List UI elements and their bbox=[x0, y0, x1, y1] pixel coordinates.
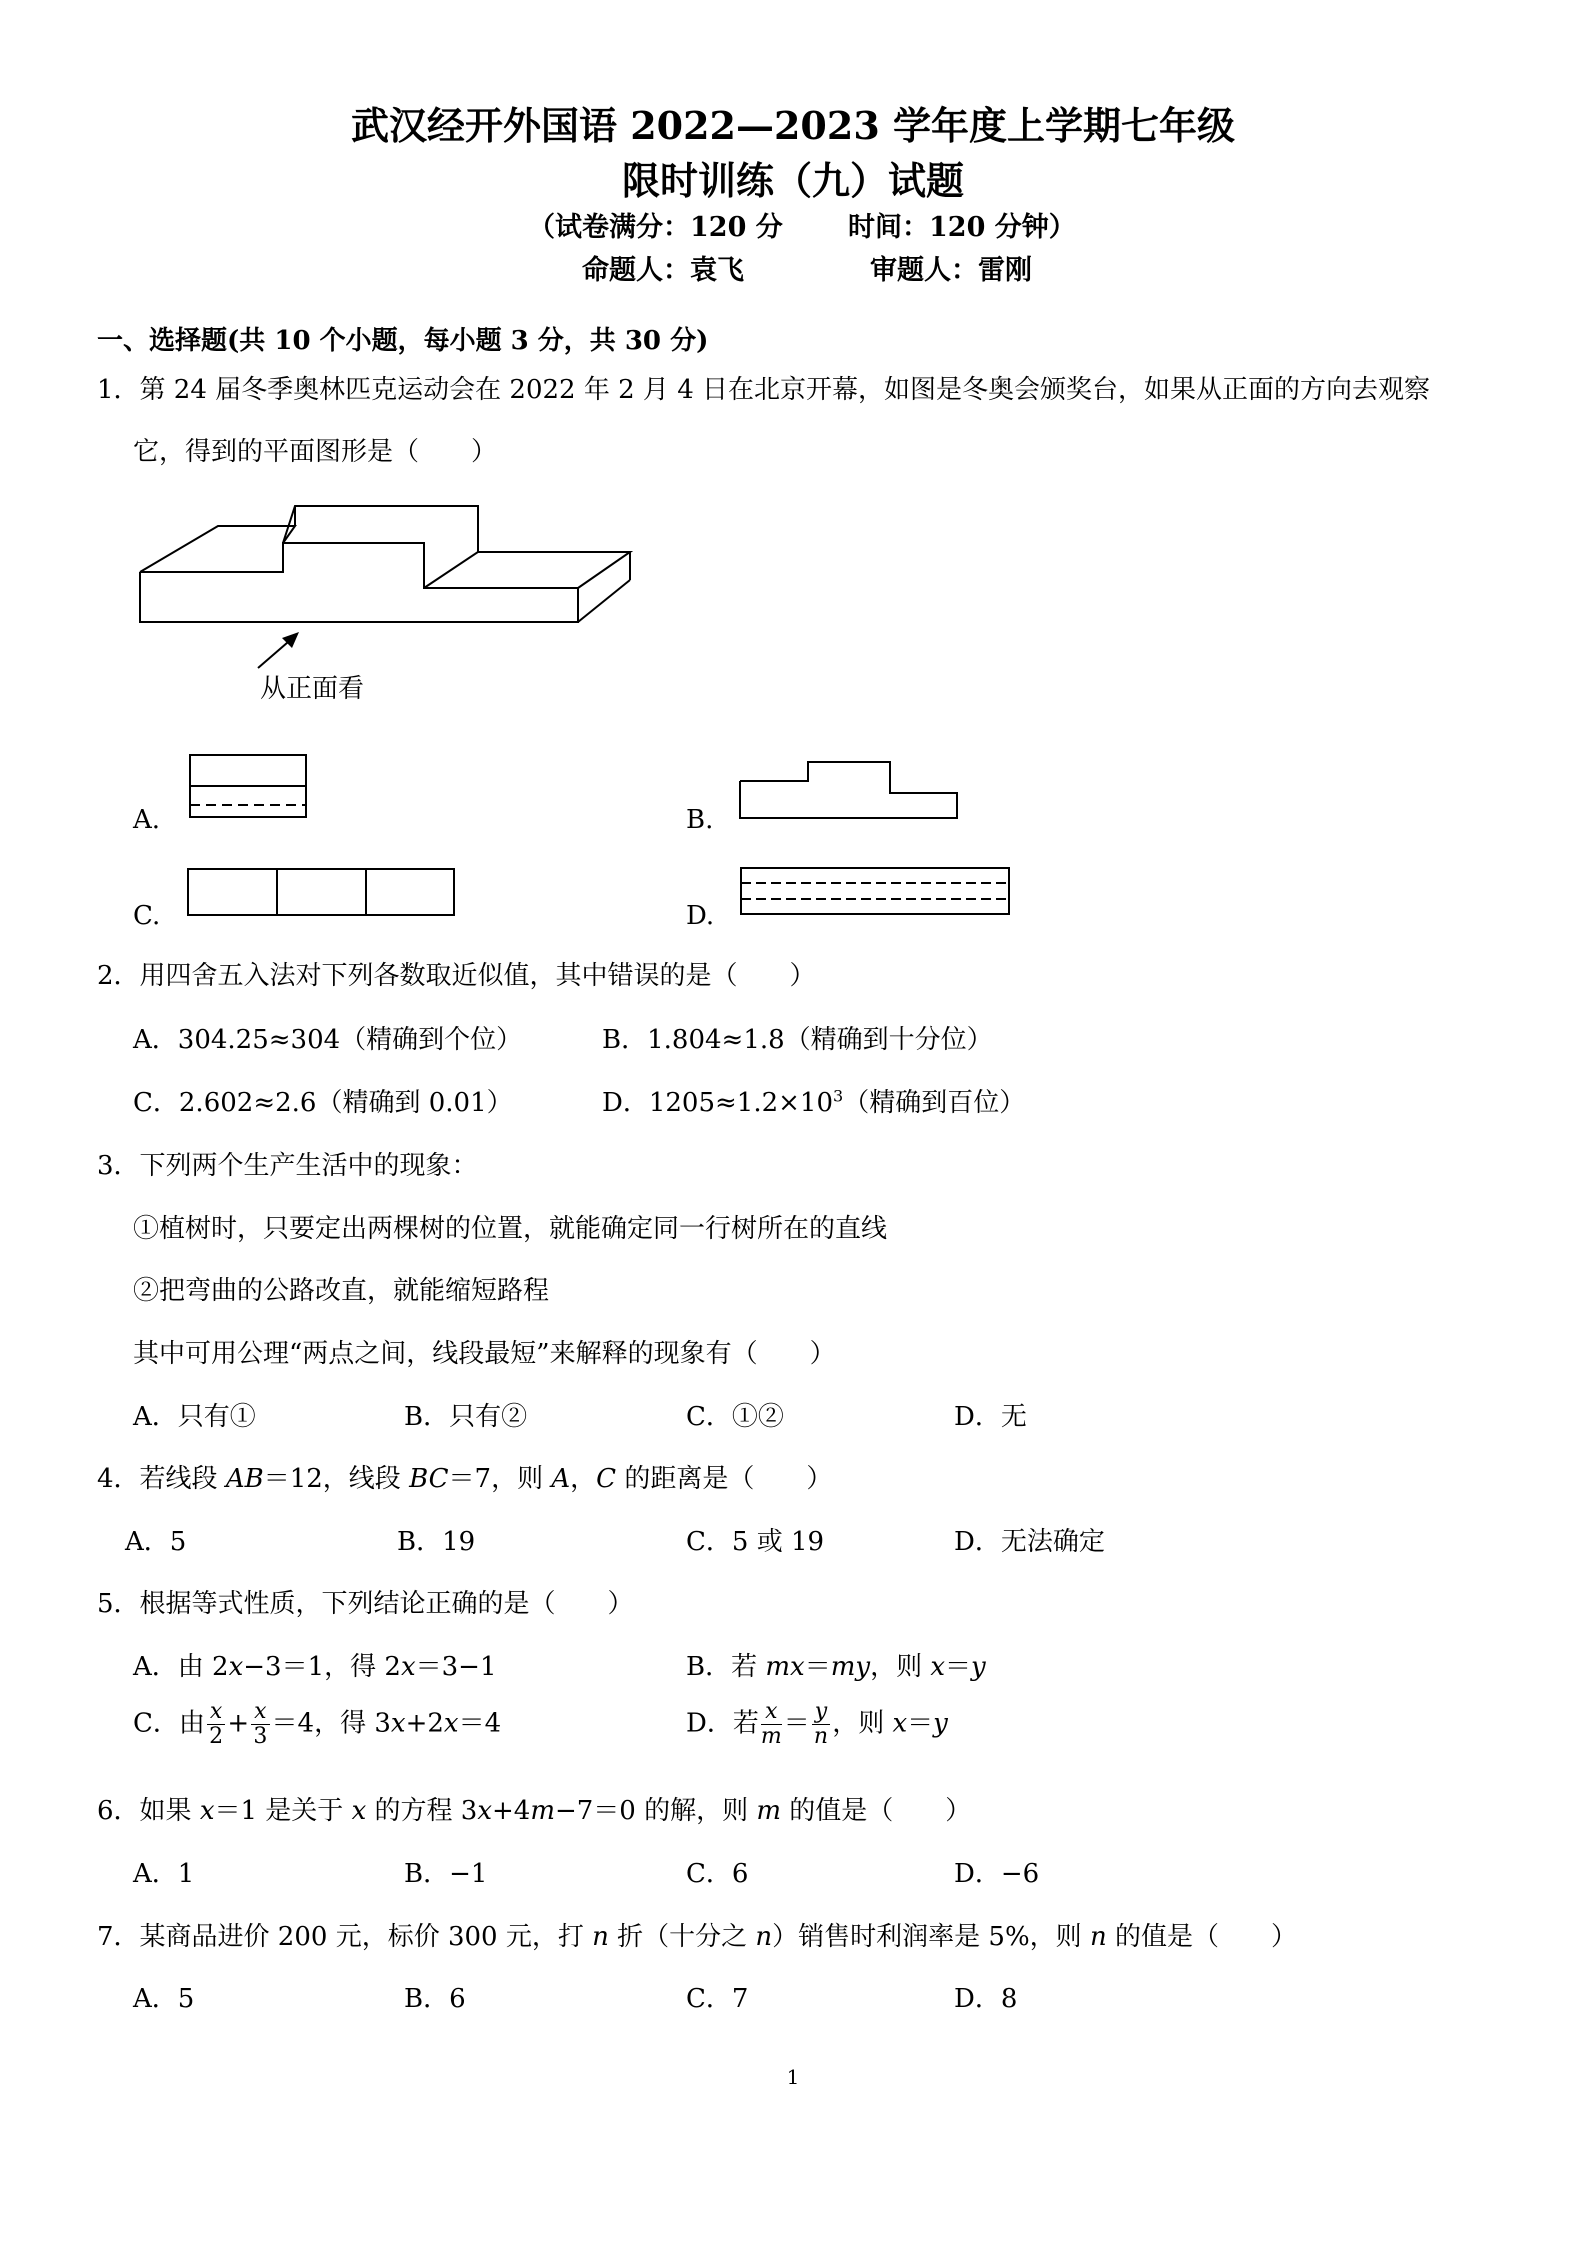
q6-option-b: B．−1 bbox=[404, 1859, 488, 1889]
fraction-x-over-m: $\frac{x}{m}$ bbox=[760, 1699, 782, 1749]
q4-option-d: D．无法确定 bbox=[954, 1527, 1105, 1557]
q3-item-2: ②把弯曲的公路改直，就能缩短路程 bbox=[133, 1276, 550, 1306]
title-line-1: 武汉经开外国语 2022—2023 学年度上学期七年级 bbox=[351, 103, 1235, 148]
q3-option-b: B．只有② bbox=[404, 1402, 528, 1432]
fraction-y-over-n: $\frac{y}{n}$ bbox=[812, 1700, 830, 1749]
fraction-x-over-2: $\frac{x}{2}$ bbox=[207, 1700, 225, 1749]
q2-option-d: D．$1205\approx 1.2\times 10^3$（精确到百位） bbox=[602, 1086, 1026, 1118]
q2-option-c: C．2.602≈2.6（精确到 0.01） bbox=[133, 1088, 513, 1118]
q7-option-a: A．5 bbox=[133, 1984, 195, 2014]
q6-option-a: A．1 bbox=[133, 1859, 195, 1889]
q1-stem-line2: 它，得到的平面图形是（ ） bbox=[133, 437, 498, 467]
q2-option-b: B．1.804≈1.8（精确到十分位） bbox=[602, 1025, 993, 1055]
page-number: 1 bbox=[786, 2065, 800, 2089]
q3-option-a: A．只有① bbox=[133, 1402, 256, 1432]
q6-option-d: D．−6 bbox=[954, 1859, 1040, 1889]
q4-option-c: C．5 或 19 bbox=[686, 1527, 825, 1557]
q6-option-c: C．6 bbox=[686, 1859, 749, 1889]
q5-option-a: A．由 2x−3＝1，得 2x＝3−1 bbox=[133, 1652, 497, 1682]
q4-option-b: B．19 bbox=[397, 1527, 476, 1557]
full-score: （试卷满分：120 分 bbox=[528, 212, 783, 243]
q3-option-d: D．无 bbox=[954, 1402, 1027, 1432]
section-heading: 一、选择题(共 10 个小题，每小题 3 分，共 30 分) bbox=[97, 326, 709, 356]
q1-stem-line1: 1．第 24 届冬季奥林匹克运动会在 2022 年 2 月 4 日在北京开幕，如图是冬奥会颁奖台，如果从正面的方向去观察 bbox=[97, 375, 1430, 405]
q5-option-b: B．若 mx＝my，则 x＝y bbox=[686, 1652, 986, 1682]
q3-option-c: C．①② bbox=[686, 1402, 784, 1432]
q6-stem: 6．如果 x＝1 是关于 x 的方程 3x+4m−7＝0 的解，则 m 的值是（ ） bbox=[97, 1796, 972, 1826]
q7-option-b: B．6 bbox=[404, 1984, 466, 2014]
q1-option-c-label: C. bbox=[133, 901, 161, 931]
q4-option-a: A．5 bbox=[125, 1527, 187, 1557]
q5-option-d: D．若 $\frac{x}{m}=$ $\frac{y}{n}$，则 x＝y bbox=[686, 1699, 948, 1749]
q4-stem: 4．若线段 AB＝12，线段 BC＝7，则 A，C 的距离是（ ） bbox=[97, 1464, 833, 1494]
author: 命题人：袁飞 bbox=[582, 255, 744, 286]
q7-option-c: C．7 bbox=[686, 1984, 749, 2014]
fraction-x-over-3: $\frac{x}{3}$ bbox=[251, 1700, 269, 1749]
q2-stem: 2．用四舍五入法对下列各数取近似值，其中错误的是（ ） bbox=[97, 961, 816, 991]
q3-item-1: ①植树时，只要定出两棵树的位置，就能确定同一行树所在的直线 bbox=[133, 1214, 888, 1244]
title-line-2: 限时训练（九）试题 bbox=[621, 158, 964, 203]
q3-stem: 3．下列两个生产生活中的现象： bbox=[97, 1151, 478, 1181]
q7-stem: 7．某商品进价 200 元，标价 300 元，打 n 折（十分之 n）销售时利润率是 5%，则 n 的值是（ ） bbox=[97, 1922, 1297, 1952]
q3-question: 其中可用公理“两点之间，线段最短”来解释的现象有（ ） bbox=[133, 1339, 836, 1369]
figure-label-front-view: 从正面看 bbox=[260, 674, 365, 704]
q5-option-c: C．由 $\frac{x}{2}$ + $\frac{x}{3}$ ＝4，得 3x+2x＝4 bbox=[133, 1699, 502, 1749]
q1-option-b-label: B. bbox=[686, 805, 714, 835]
q1-option-d-label: D. bbox=[686, 901, 715, 931]
reviewer: 审题人：雷刚 bbox=[870, 255, 1032, 286]
q2-option-a: A．304.25≈304（精确到个位） bbox=[133, 1025, 523, 1055]
q7-option-d: D．8 bbox=[954, 1984, 1018, 2014]
q5-stem: 5．根据等式性质，下列结论正确的是（ ） bbox=[97, 1589, 634, 1619]
q1-option-a-label: A. bbox=[133, 805, 161, 835]
exam-time: 时间：120 分钟） bbox=[848, 212, 1076, 243]
